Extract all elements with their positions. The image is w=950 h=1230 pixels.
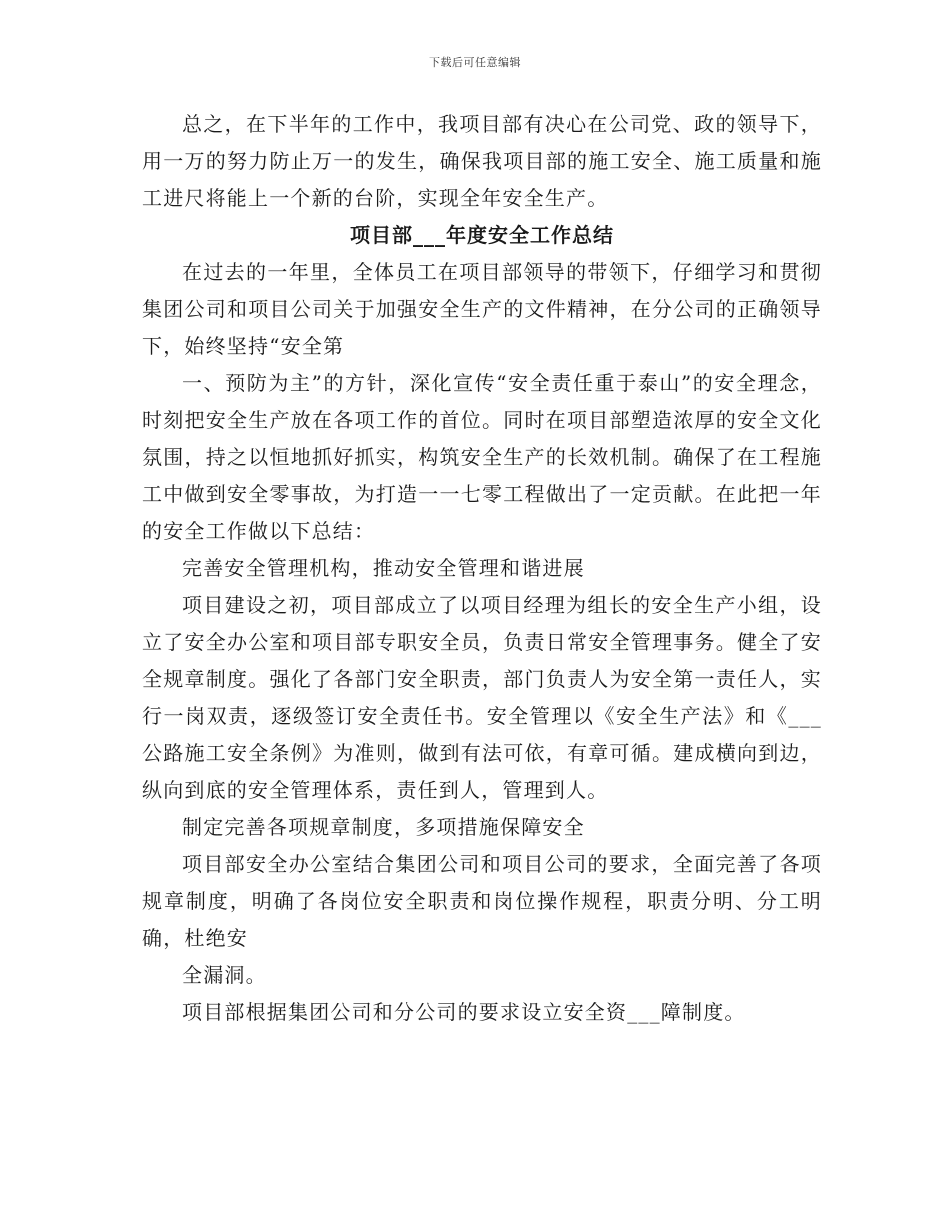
header-note: 下载后可任意编辑 [429,56,521,69]
section-heading-management: 完善安全管理机构，推动安全管理和谐进展 [182,556,585,580]
document-title: 项目部___年度安全工作总结 [350,223,614,247]
section-heading-rules: 制定完善各项规章制度，多项措施保障安全 [182,815,585,839]
document-body [142,106,822,1031]
paragraph-rules: 项目部安全办公室结合集团公司和项目公司的要求，全面完善了各项规章制度，明确了各岗位安全职责和岗位操作规程，职责分明、分工明确，杜绝安 [142,852,822,950]
paragraph-funding: 项目部根据集团公司和分公司的要求设立安全资___障制度。 [182,1000,746,1024]
paragraph-management: 项目建设之初，项目部成立了以项目经理为组长的安全生产小组，设立了安全办公室和项目部专职安全员，负责日常安全管理事务。健全了安全规章制度。强化了各部门安全职责，部门负责人为安全第一责任人，实行一岗双责，逐级签订安全责任书。安全管理以《安全生产法》和《___公路施工安全条例》为准则，做到有法可依，有章可循。建成横向到边，纵向到底的安全管理体系，责任到人，管理到人。 [142,593,822,802]
paragraph-loophole: 全漏洞。 [182,963,267,987]
paragraph-intro: 在过去的一年里，全体员工在项目部领导的带领下，仔细学习和贯彻集团公司和项目公司关于加强安全生产的文件精神，在分公司的正确领导下，始终坚持“安全第 [142,260,822,358]
paragraph-summary: 总之，在下半年的工作中，我项目部有决心在公司党、政的领导下，用一万的努力防止万一的发生，确保我项目部的施工安全、施工质量和施工进尺将能上一个新的台阶，实现全年安全生产。 [142,112,822,210]
paragraph-policy: 一、预防为主”的方针，深化宣传“安全责任重于泰山”的安全理念，时刻把安全生产放在各项工作的首位。同时在项目部塑造浓厚的安全文化氛围，持之以恒地抓好抓实，构筑安全生产的长效机制。确保了在工程施工中做到安全零事故，为打造一一七零工程做出了一定贡献。在此把一年的安全工作做以下总结： [142,371,822,543]
